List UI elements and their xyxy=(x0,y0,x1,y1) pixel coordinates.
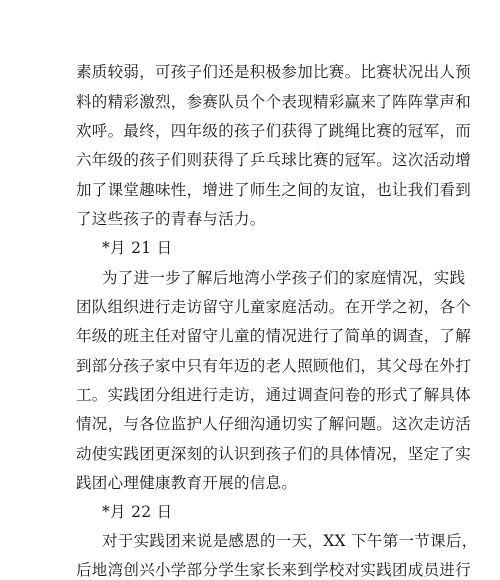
paragraph-line-10: 年级的班主任对留守儿童的情况进行了简单的调查，了解 xyxy=(76,327,472,345)
paragraph-line-3: 欢呼。最终，四年级的孩子们获得了跳绳比赛的冠军，而 xyxy=(76,122,472,140)
paragraph-line-12: 工。实践团分组进行走访，通过调查问卷的形式了解具体 xyxy=(76,386,472,404)
paragraph-line-17: 对于实践团来说是感恩的一天，XX 下午第一节课后， xyxy=(102,532,478,550)
date-heading-22: *月 22 日 xyxy=(102,503,173,521)
paragraph-line-2: 料的精彩激烈，参赛队员个个表现精彩赢来了阵阵掌声和 xyxy=(76,93,472,111)
paragraph-line-9: 团队组织进行走访留守儿童家庭活动。在开学之初，各个 xyxy=(76,298,472,316)
paragraph-line-11: 到部分孩子家中只有年迈的老人照顾他们，其父母在外打 xyxy=(76,357,472,375)
paragraph-line-13: 情况，与各位监护人仔细沟通切实了解问题。这次走访活 xyxy=(76,415,472,433)
paragraph-line-18: 后地湾创兴小学部分学生家长来到学校对实践团成员进行 xyxy=(76,561,472,579)
date-heading-21: *月 21 日 xyxy=(102,239,173,257)
paragraph-line-15: 践团心理健康教育开展的信息。 xyxy=(76,474,298,492)
paragraph-line-8: 为了进一步了解后地湾小学孩子们的家庭情况，实践 xyxy=(102,269,466,287)
paragraph-line-5: 加了课堂趣味性，增进了师生之间的友谊，也让我们看到 xyxy=(76,181,472,199)
paragraph-line-14: 动使实践团更深刻的认识到孩子们的具体情况，坚定了实 xyxy=(76,445,472,463)
paragraph-line-4: 六年级的孩子们则获得了乒乓球比赛的冠军。这次活动增 xyxy=(76,151,472,169)
paragraph-line-6: 了这些孩子的青春与活力。 xyxy=(76,210,266,228)
paragraph-line-1: 素质较弱，可孩子们还是积极参加比赛。比赛状况出人预 xyxy=(76,63,472,81)
